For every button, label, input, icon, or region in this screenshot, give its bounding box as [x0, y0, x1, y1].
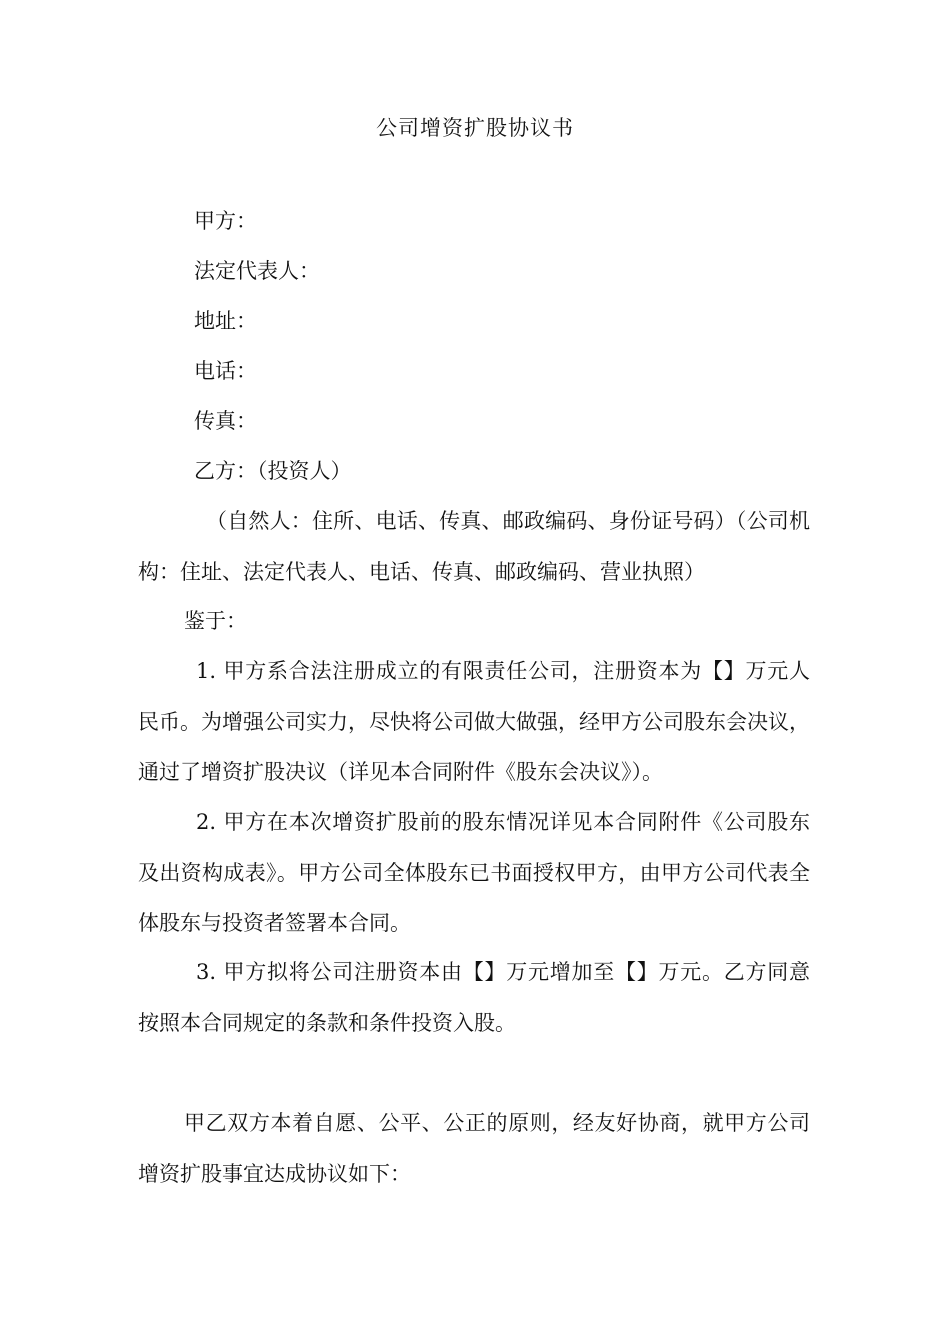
agreement-intro: 甲乙双方本着自愿、公平、公正的原则，经友好协商，就甲方公司增资扩股事宜达成协议如下：: [138, 1111, 810, 1186]
legal-representative-label: 法定代表人：: [194, 259, 320, 283]
fax-label: 传真：: [194, 409, 257, 433]
party-b-details: （自然人：住所、电话、传真、邮政编码、身份证号码）（公司机构：住址、法定代表人、电话、传真、邮政编码、营业执照）: [138, 509, 810, 584]
clause-3: 3. 甲方拟将公司注册资本由【】万元增加至【】万元。乙方同意按照本合同规定的条款和条件投资入股。: [138, 960, 810, 1035]
address-label: 地址：: [194, 309, 257, 333]
clause-2: 2. 甲方在本次增资扩股前的股东情况详见本合同附件《公司股东及出资构成表》。甲方公司全体股东已书面授权甲方，由甲方公司代表全体股东与投资者签署本合同。: [138, 810, 810, 935]
party-b-label: 乙方：（投资人）: [194, 459, 352, 483]
clause-1: 1. 甲方系合法注册成立的有限责任公司，注册资本为【】万元人民币。为增强公司实力，尽快将公司做大做强，经甲方公司股东会决议，通过了增资扩股决议（详见本合同附件《股东会决议》）。: [138, 659, 810, 784]
document-title: 公司增资扩股协议书: [376, 116, 574, 140]
whereas-label: 鉴于：: [184, 609, 247, 633]
phone-label: 电话：: [194, 359, 257, 383]
party-a-label: 甲方：: [194, 209, 257, 233]
